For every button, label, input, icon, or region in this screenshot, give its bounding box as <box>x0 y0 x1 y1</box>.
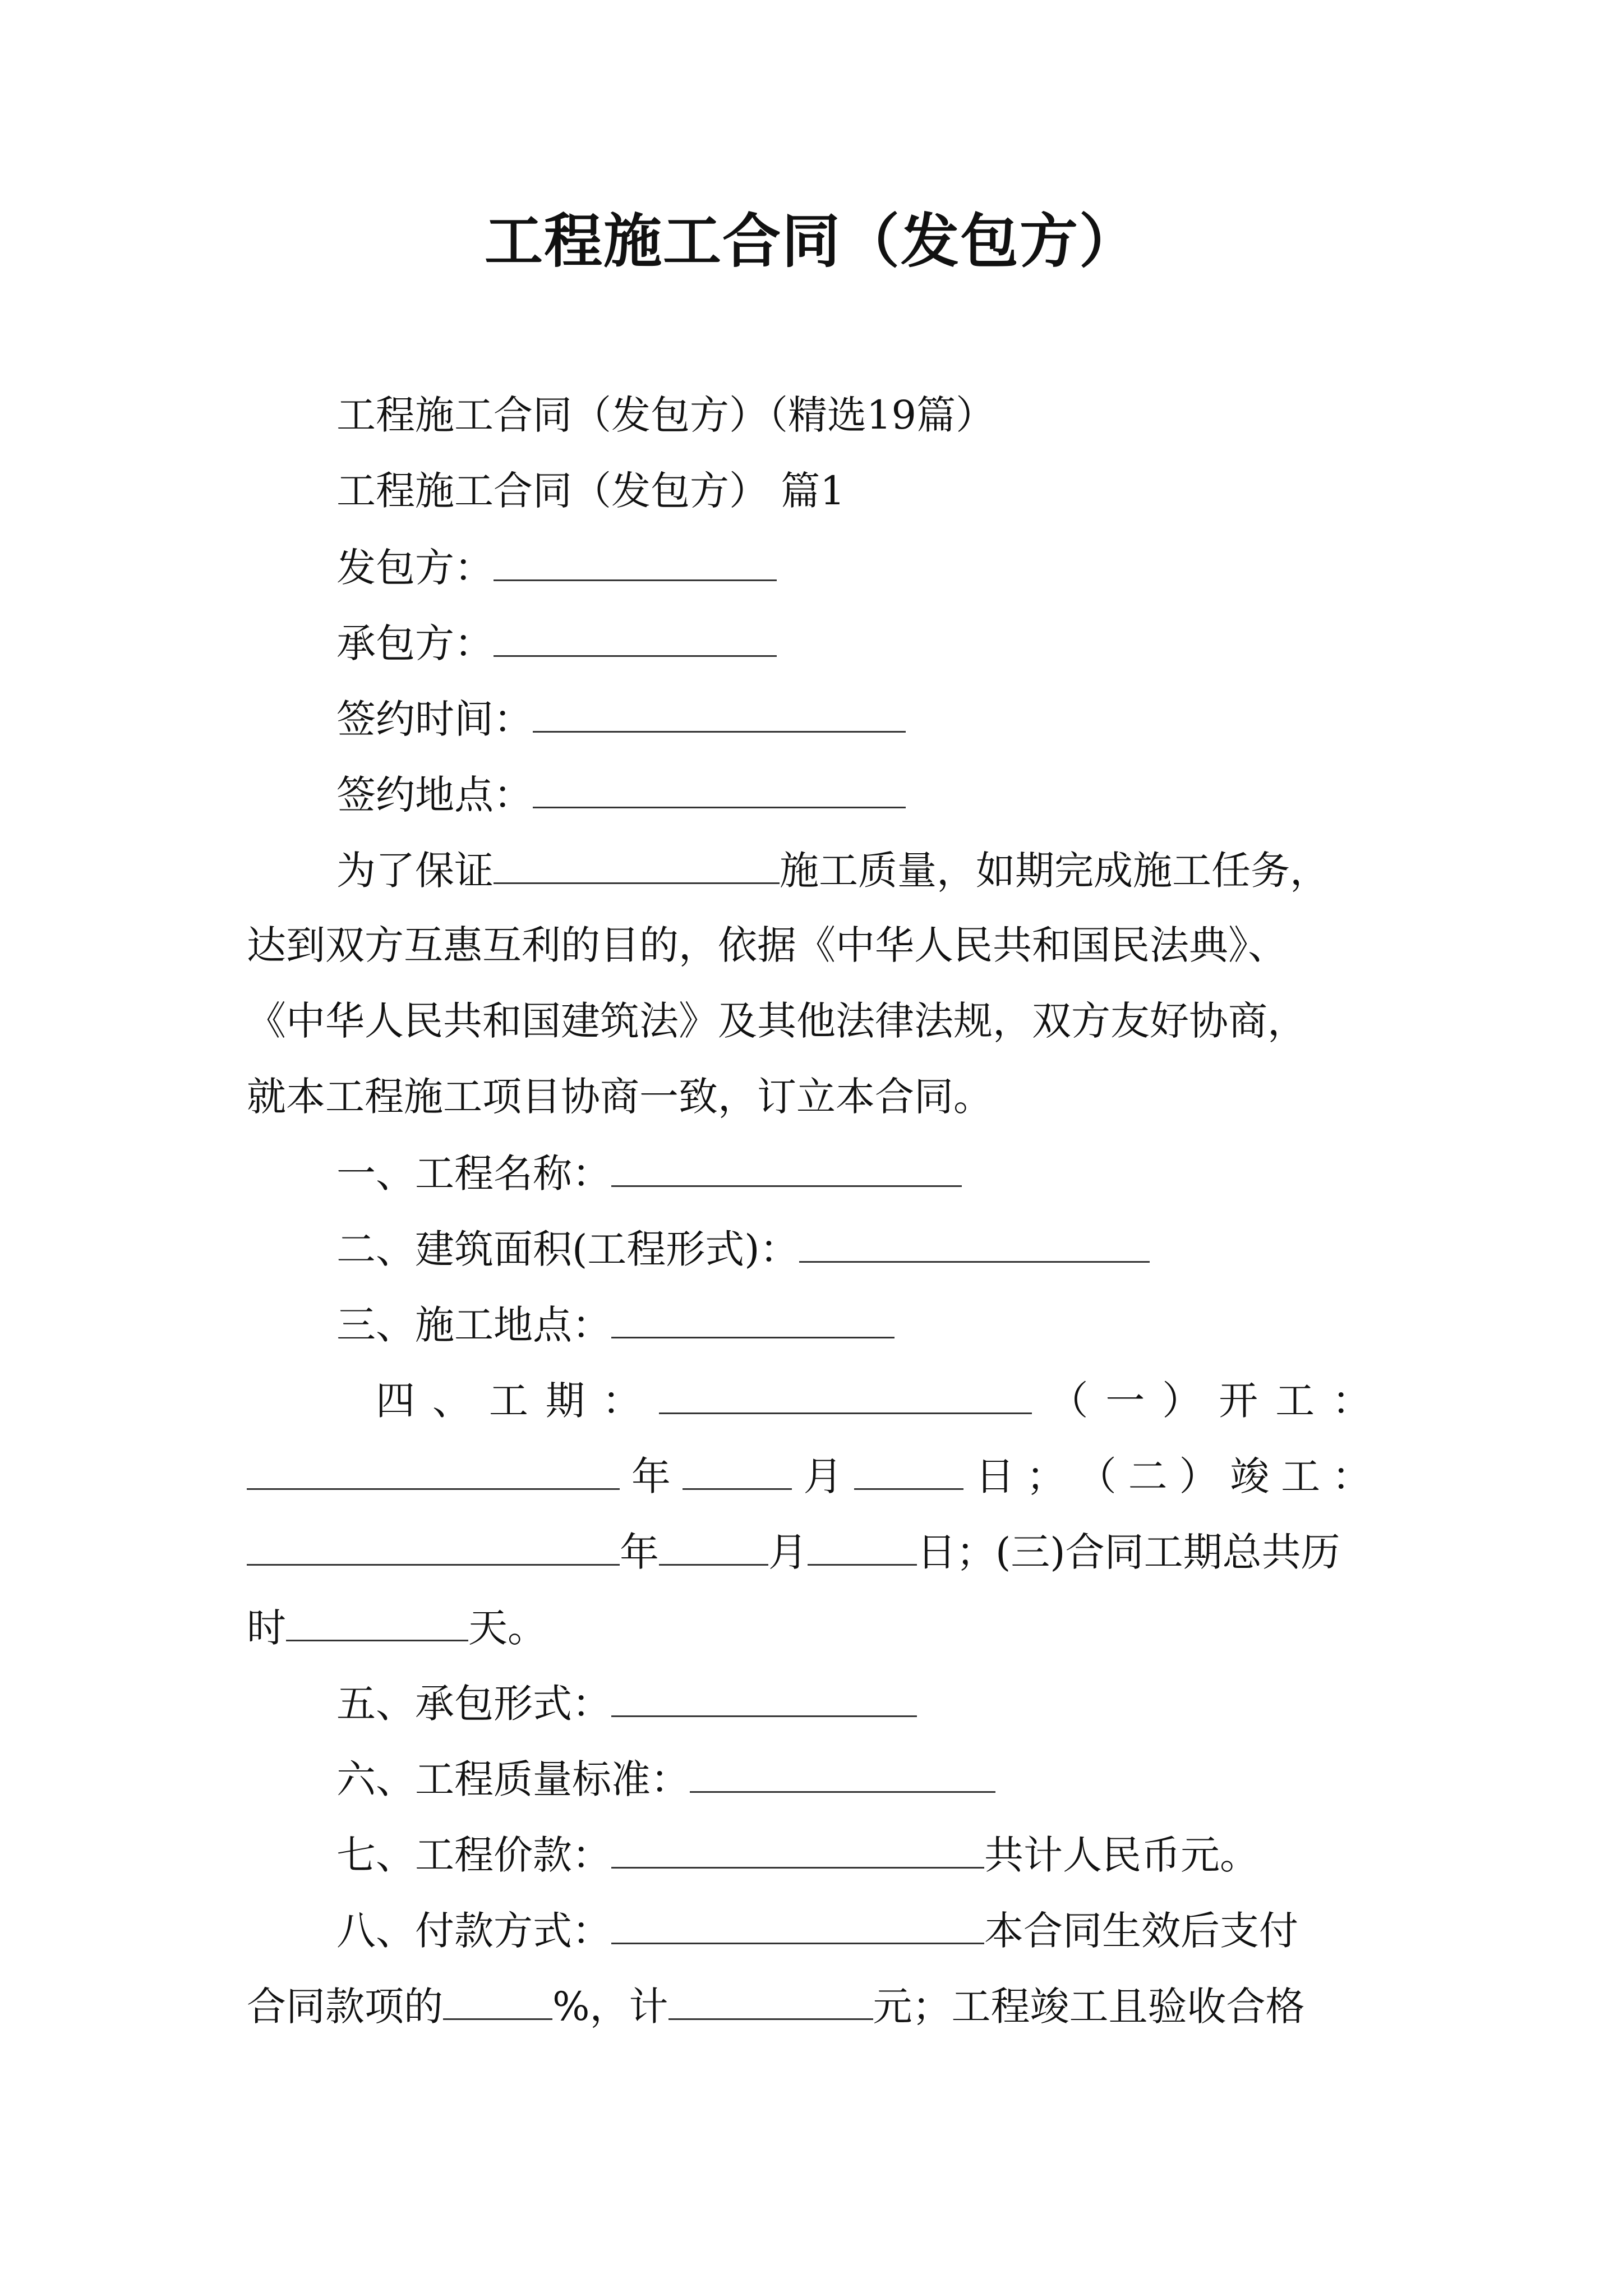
intro-line-1 <box>336 839 1329 901</box>
employer-label: 发包方： <box>336 545 494 591</box>
amount-blank <box>668 1975 873 2020</box>
item-4-char: 开 <box>1219 1378 1258 1424</box>
item-7-label: 七、工程价款： <box>336 1832 611 1878</box>
employer-field <box>336 536 777 599</box>
item-building-area <box>336 1217 1150 1280</box>
intro-p1-b: 施工质量，如期完成施工任务， <box>780 848 1329 894</box>
sign-time-field <box>336 687 906 750</box>
item-period-line-2 <box>247 1444 1371 1507</box>
item-5-label: 五、承包形式： <box>336 1681 611 1727</box>
item-4-char: 日 <box>975 1453 1015 1499</box>
sign-time-blank <box>533 687 906 733</box>
contractor-field <box>336 611 777 674</box>
month-label: 月 <box>768 1529 808 1575</box>
item-4-char: 工 <box>1281 1453 1321 1499</box>
item-period-line-3 <box>247 1520 1340 1583</box>
item-4-char: （ <box>1049 1378 1089 1424</box>
item-4-char: 一 <box>1105 1378 1145 1424</box>
item-4-char: ） <box>1162 1378 1202 1424</box>
contract-form-blank <box>611 1672 917 1717</box>
item-4-char: 工 <box>488 1378 528 1424</box>
start-year-blank <box>247 1444 620 1490</box>
period-time-label: 时 <box>247 1605 286 1651</box>
item-4-char: ） <box>1179 1453 1219 1499</box>
item-payment-line-1 <box>336 1899 1298 1962</box>
item-8-text: 本合同生效后支付 <box>984 1908 1298 1954</box>
intro-line-3: 《中华人民共和国建筑法》及其他法律法规，双方友好协商， <box>247 998 1307 1044</box>
payment-method-blank <box>611 1899 984 1944</box>
item-4-char: ： <box>602 1378 642 1424</box>
section-heading: 工程施工合同（发包方） 篇1 <box>336 468 845 514</box>
item-4-char: （ <box>1077 1453 1117 1499</box>
quality-standard-blank <box>690 1747 995 1793</box>
intro-line-4: 就本工程施工项目协商一致，订立本合同。 <box>247 1074 993 1120</box>
year-label: 年 <box>620 1529 659 1575</box>
item-4-char: 、 <box>432 1378 472 1424</box>
item-1-label: 一、工程名称： <box>336 1151 611 1197</box>
item-4-char: 竣 <box>1230 1453 1270 1499</box>
contractor-blank <box>494 611 777 657</box>
sign-place-blank <box>533 763 906 808</box>
item-project-name <box>336 1142 962 1204</box>
sign-place-label: 签约地点： <box>336 772 533 818</box>
period-blank <box>659 1369 1032 1414</box>
period-total-label: 日；(三)合同工期总共历 <box>917 1529 1340 1575</box>
item-7-total: 共计人民币元。 <box>984 1832 1259 1878</box>
item-2-label: 二、建筑面积(工程形式)： <box>336 1226 799 1272</box>
percent-blank <box>443 1975 552 2020</box>
end-year-blank <box>247 1520 620 1566</box>
intro-line-2: 达到双方互惠互利的目的，依据《中华人民共和国民法典》、 <box>247 922 1287 968</box>
item-period-line-1 <box>376 1369 1371 1432</box>
item-payment-line-2 <box>247 1975 1305 2037</box>
item-4-char: ： <box>1331 1453 1371 1499</box>
document-subtitle: 工程施工合同（发包方）（精选19篇） <box>336 392 995 438</box>
item-price <box>336 1823 1259 1886</box>
end-day-blank <box>808 1520 917 1566</box>
sign-place-field <box>336 763 906 826</box>
project-name-blank <box>611 1142 962 1187</box>
year-label: 年 <box>631 1453 671 1499</box>
item-quality-standard <box>336 1747 995 1810</box>
item-4-char: ； <box>1026 1453 1066 1499</box>
payment-percent-label: 合同款项的 <box>247 1984 443 2030</box>
item-8-label: 八、付款方式： <box>336 1908 611 1954</box>
item-4-char: ： <box>1331 1378 1371 1424</box>
building-area-blank <box>799 1217 1150 1263</box>
price-blank <box>611 1823 984 1869</box>
payment-completion-label: 元；工程竣工且验收合格 <box>873 1984 1305 2030</box>
item-3-label: 三、施工地点： <box>336 1302 611 1348</box>
intro-p1-a: 为了保证 <box>336 848 494 894</box>
item-6-label: 六、工程质量标准： <box>336 1756 690 1802</box>
project-blank <box>494 839 780 884</box>
item-4-char: 工 <box>1275 1378 1315 1424</box>
item-4-char: 二 <box>1128 1453 1168 1499</box>
total-days-blank <box>286 1596 468 1641</box>
start-month-blank <box>683 1444 792 1490</box>
sign-time-label: 签约时间： <box>336 696 533 742</box>
item-4-char: 四 <box>376 1378 415 1424</box>
contractor-label: 承包方： <box>336 620 494 666</box>
month-label: 月 <box>803 1453 843 1499</box>
start-day-blank <box>854 1444 963 1490</box>
document-title: 工程施工合同（发包方） <box>484 207 1138 275</box>
item-period-line-4 <box>247 1596 547 1659</box>
end-month-blank <box>659 1520 768 1566</box>
employer-blank <box>494 536 777 581</box>
item-site <box>336 1293 895 1356</box>
days-label: 天。 <box>468 1605 547 1651</box>
item-contract-form <box>336 1672 917 1734</box>
item-4-char: 期 <box>545 1378 585 1424</box>
payment-amount-label: %，计 <box>552 1984 668 2030</box>
site-blank <box>611 1293 895 1338</box>
